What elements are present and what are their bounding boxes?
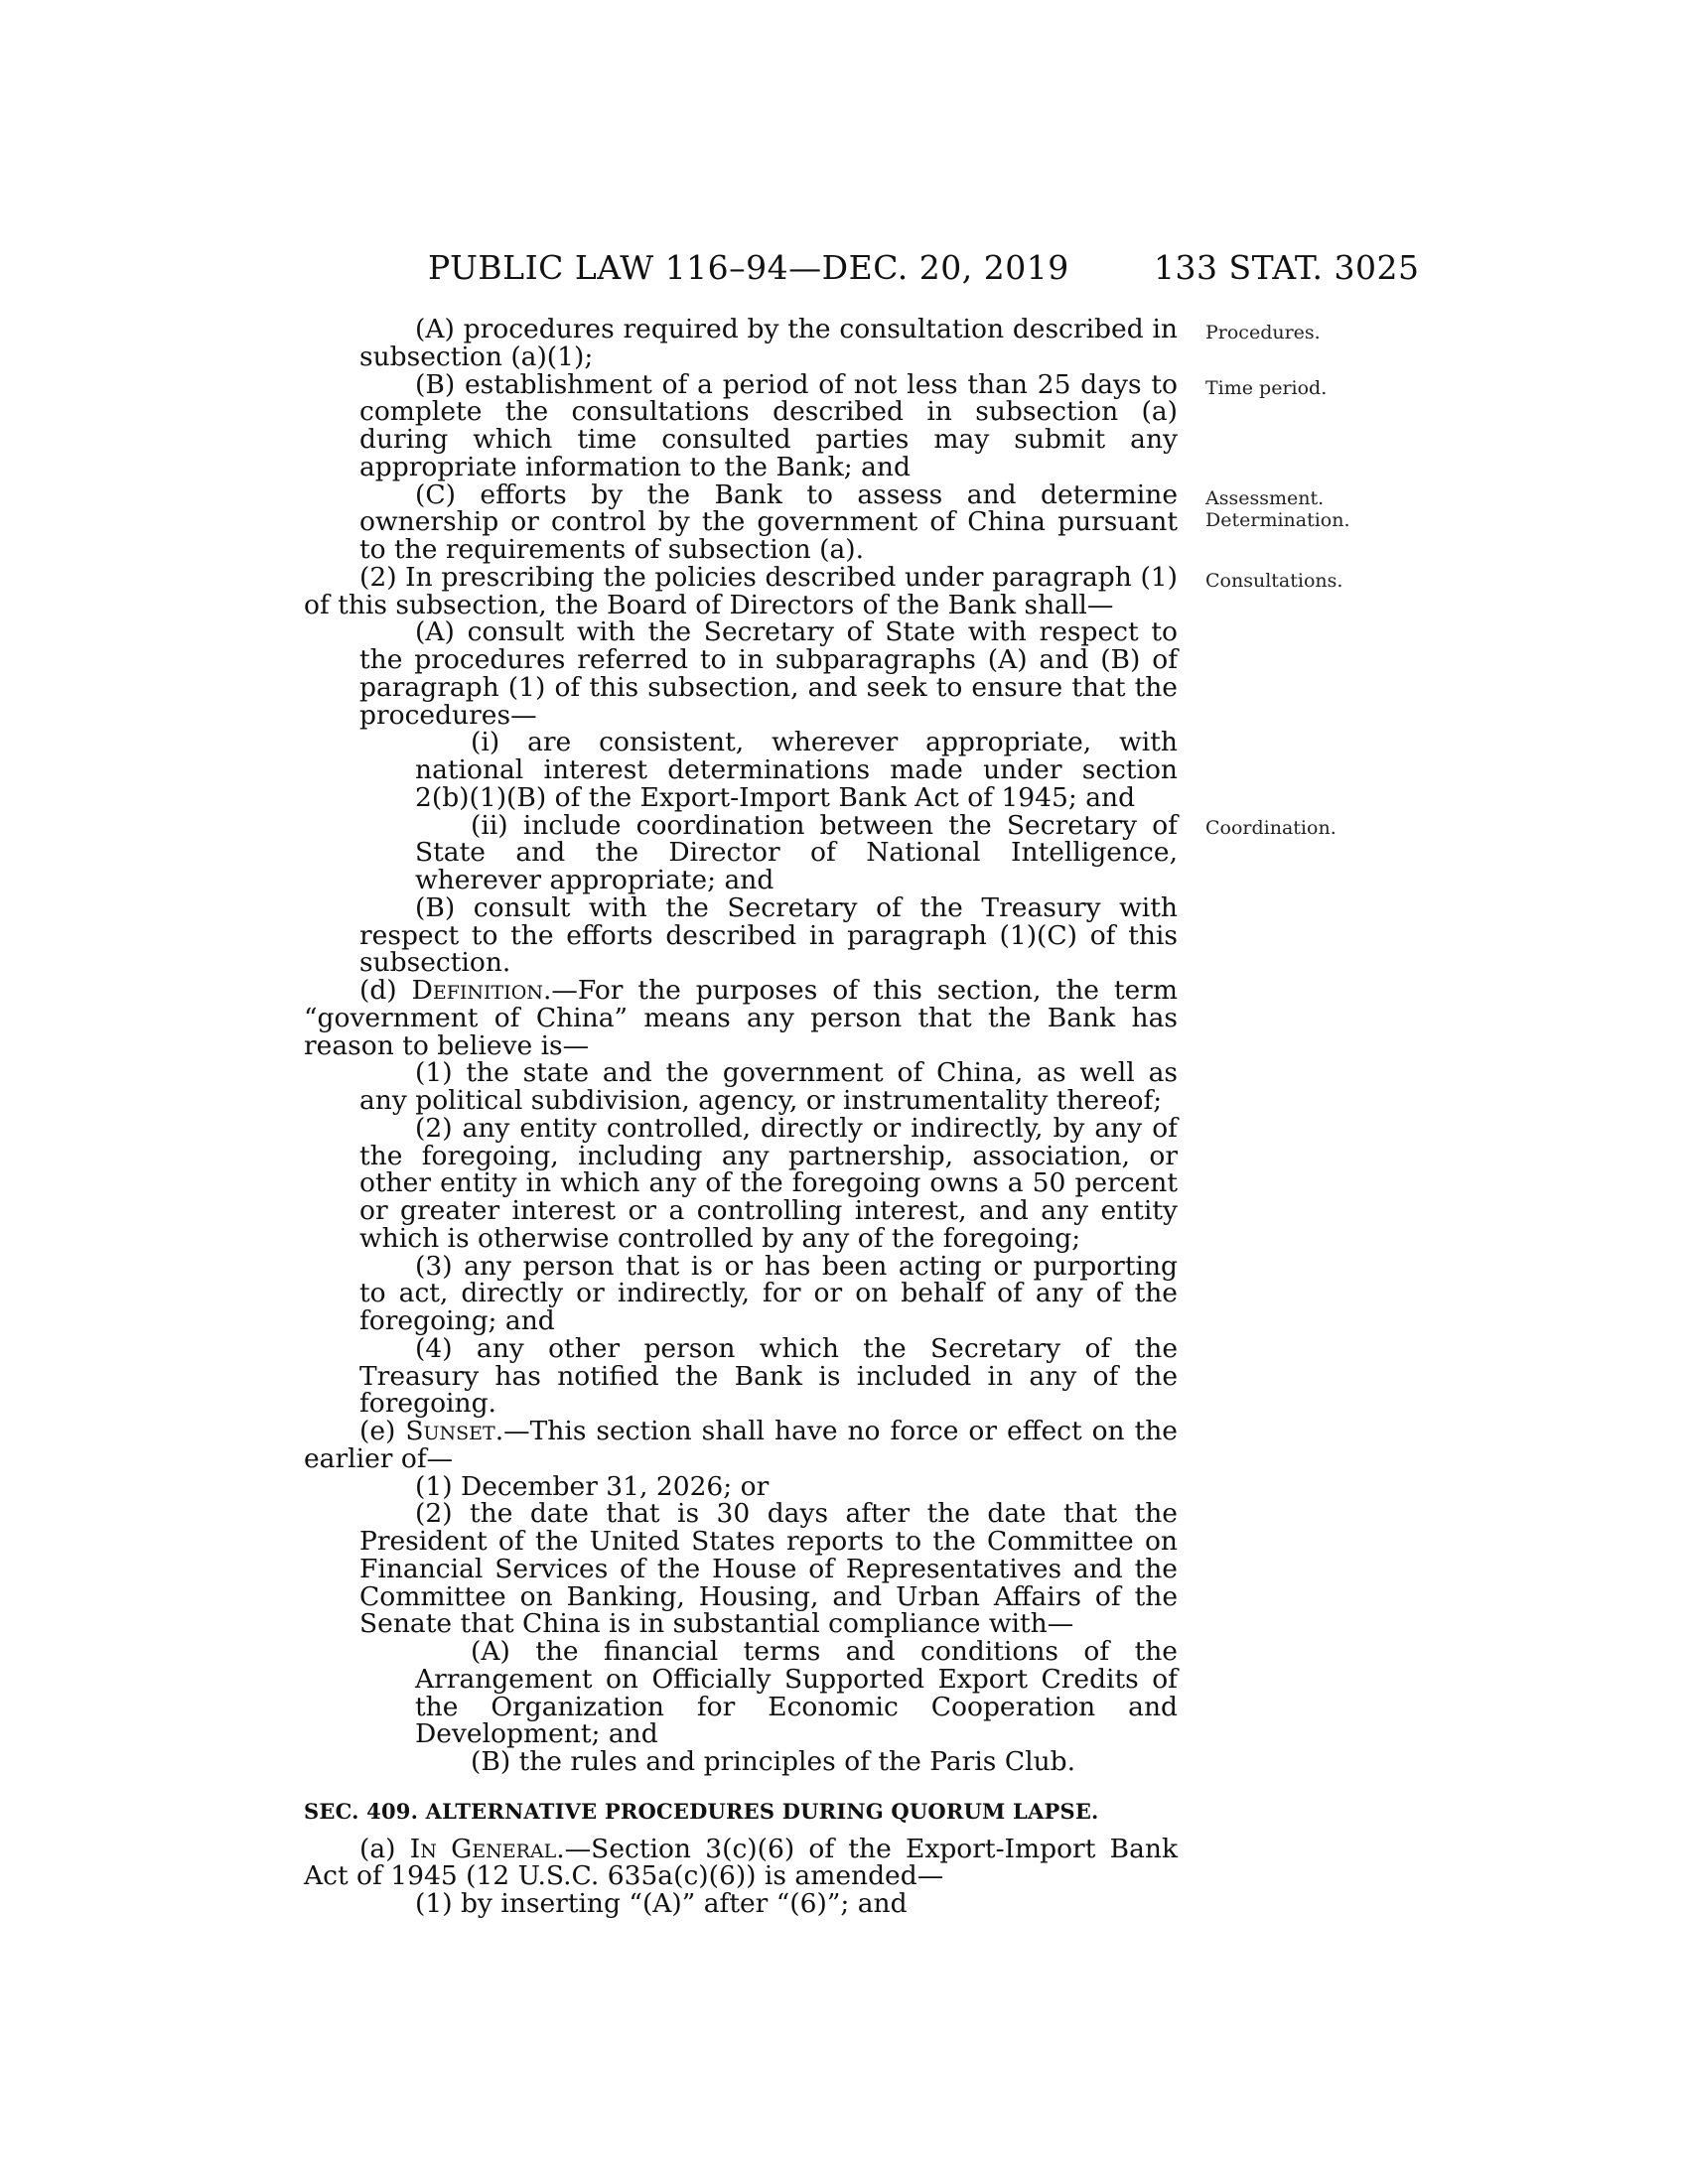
paragraph: (1) December 31, 2026; or (415, 1470, 770, 1502)
subsection-text: .—Section 3(c)(6) of the Export-Import Bank Act of 1945 (12 U.S.C. 635a(c)(6)) is amended— (304, 1833, 1178, 1892)
statute-page-number: 133 STAT. 3025 (1154, 248, 1420, 287)
subsection-heading: Sunset (405, 1416, 495, 1446)
paragraph: (A) consult with the Secretary of State with respect to the procedures referred to in subparagraphs (A) and (B) of paragraph (1) of this subsection, and seek to ensure that the procedures— (359, 616, 1178, 731)
paragraph: (i) are consistent, wherever appropriate, with national interest determinations made under section 2(b)(1)(B) of the Export-Import Bank Act of 1945; and (415, 727, 1178, 813)
paragraph: (C) efforts by the Bank to assess and determine ownership or control by the government of China pursuant to the requirements of subsection (a). (359, 478, 1178, 565)
subsection-definition (304, 977, 1178, 1059)
margin-note-time-period: Time period. (1205, 377, 1328, 399)
running-head-title: PUBLIC LAW 116–94—DEC. 20, 2019 (428, 248, 1069, 287)
subsection-label: (a) (359, 1833, 410, 1864)
paragraph: (A) the financial terms and conditions of the Arrangement on Officially Supported Export Credits of the Organization for Economic Cooperation and Development; and (415, 1636, 1178, 1750)
page-header (0, 248, 1688, 288)
subsection-text: .—This section shall have no force or effect on the earlier of— (304, 1416, 1178, 1474)
subsection-heading: Definition (411, 975, 543, 1006)
paragraph: (B) the rules and principles of the Paris Club. (471, 1746, 1076, 1777)
subsection-heading: In General (409, 1833, 557, 1864)
paragraph: (4) any other person which the Secretary of the Treasury has notified the Bank is included in any of the foregoing. (359, 1332, 1178, 1420)
paragraph: (2) In prescribing the policies described under paragraph (1) of this subsection, the Board of Directors of the Bank shall— (304, 561, 1178, 620)
paragraph: (B) establishment of a period of not less than 25 days to complete the consultations described in subsection (a) during which time consulted parties may submit any appropriate information to the Bank; and (359, 368, 1178, 482)
paragraph: (3) any person that is or has been acting or purporting to act, directly or indirectly, for or on behalf of any of the foregoing; and (359, 1250, 1178, 1336)
paragraph: (1) by inserting “(A)” after “(6)”; and (415, 1888, 908, 1919)
margin-note-consultations: Consultations. (1205, 570, 1343, 592)
subsection-in-general (304, 1833, 1178, 1892)
subsection-label: (e) (359, 1416, 406, 1446)
subsection-text: .—For the purposes of this section, the term “government of China” means any person that the Bank has reason to believe is— (304, 975, 1178, 1061)
paragraph: (1) the state and the government of China, as well as any political subdivision, agency, or instrumentality thereof; (359, 1057, 1178, 1116)
margin-note-determination: Determination. (1205, 509, 1350, 531)
paragraph: (A) procedures required by the consultation described in subsection (a)(1); (359, 314, 1178, 372)
subsection-label: (d) (359, 975, 412, 1006)
document-body (304, 316, 1178, 1918)
section-heading: SEC. 409. ALTERNATIVE PROCEDURES DURING QUORUM LAPSE. (304, 1798, 1099, 1824)
paragraph: (B) consult with the Secretary of the Treasury with respect to the efforts described in paragraph (1)(C) of this subsection. (359, 891, 1178, 979)
paragraph: (2) the date that is 30 days after the date that the President of the United States reports to the Committee on Financial Services of the House of Representatives and the Committee on Banking, Housing, and Urban Affairs of the Senate that China is in substantial compliance with— (359, 1498, 1178, 1640)
margin-note-assessment: Assessment. (1205, 487, 1325, 509)
subsection-sunset (304, 1418, 1178, 1473)
paragraph: (2) any entity controlled, directly or indirectly, by any of the foregoing, including any partnership, association, or other entity in which any of the foregoing owns a 50 percent or greater interest or a controlling interest, and any entity which is otherwise controlled by any of the foregoing; (359, 1112, 1178, 1254)
margin-note-coordination: Coordination. (1205, 817, 1336, 839)
paragraph: (ii) include coordination between the Secretary of State and the Director of National Intelligence, wherever appropriate; and (415, 809, 1178, 895)
margin-note-procedures: Procedures. (1205, 322, 1321, 343)
